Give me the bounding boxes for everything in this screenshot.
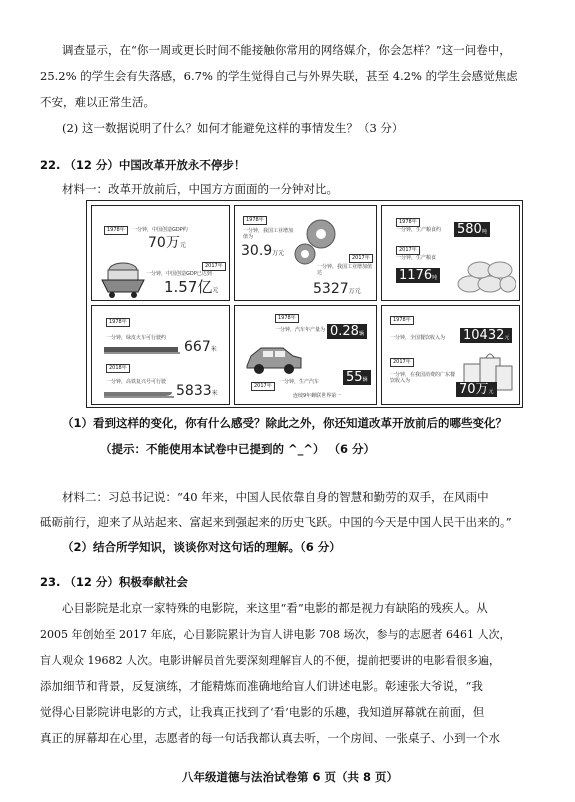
question-22-1: （1）看到这样的变化，你有什么感受？除此之外，你还知道改革开放前后的哪些变化？ [62,416,507,430]
retail-label-b: 一分钟，在我国消费的广东餐饮收入为 [390,372,456,384]
material-2-line1: 材料二：习总书记说：“40 年来，中国人民依靠自身的智慧和勤劳的双手，在风雨中 [62,490,489,504]
p23-line5: 觉得心目影院讲电影的方式，让我真正找到了‘看’电影的乐趣，我知道屏幕就在前面，但 [40,705,485,719]
p23-line6: 真正的屏幕却在心里，志愿者的每一句话我都认真去听，一个房间、一张桌子、小到一个水 [40,731,500,745]
car-icon [243,342,305,376]
car-year-a: 1978年 [275,314,299,323]
gdp-label-a: 一分钟，中国创造GDP约 [132,227,188,233]
grain-sacks-icon [456,256,516,294]
page-footer: 八年级道德与法治试卷第 6 页（共 8 页） [182,770,399,784]
gdp-year-a: 1978年 [104,226,128,235]
gdp-panel [91,205,230,301]
infographic-grid [86,200,523,408]
question-23-title: 23. （12 分）积极奉献社会 [40,575,188,589]
rail-year-b: 2018年 [106,364,130,373]
material-2-line2: 砥砺前行，迎来了从站起来、富起来到强起来的历史飞跃。中国的今天是中国人民干出来的。” [40,515,512,529]
gdp-value-b: 1.57亿元 [164,278,219,296]
industry-year-b: 2017年 [349,254,373,263]
grain-label-b: 一分钟，生产粮食 [396,255,437,261]
car-note: 连续9年蝉联世界第一 [293,393,342,399]
grain-year-b: 2017年 [396,246,420,255]
retail-label-a: 一分钟，全国餐饮收入为 [390,335,446,341]
car-value-a: 0.28辆 [327,324,367,339]
retail-value-b: 70万元 [456,382,497,397]
money-cart-icon [98,258,148,298]
p23-line1: 心目影院是北京一家特殊的电影院，来这里“看”电影的都是视力有缺陷的残疾人。从 [62,601,488,615]
industry-value-b: 5327万元 [313,281,361,297]
retail-year-b: 2017年 [390,358,414,367]
industry-label-a: 一分钟，我国工业增加值为 [243,228,294,240]
car-label-a: 一分钟，汽车年产量为 [275,327,326,333]
car-year-b: 2017年 [251,382,275,391]
rail-value-b: 5833米 [176,383,218,399]
car-value-b: 55辆 [343,370,371,385]
question-22-title: 22. （12 分）中国改革开放永不停步！ [40,158,246,172]
rail-label-a: 一分钟，绿皮火车可行驶约 [106,335,167,341]
industry-label-b: 一分钟，我国工业增加值达 [317,264,373,276]
rail-value-a: 667米 [184,339,217,355]
material-1: 材料一：改革开放前后，中国方方面面的一分钟对比。 [62,182,338,196]
grain-label-a: 一分钟，生产粮食约 [396,227,442,233]
industry-year-a: 1978年 [243,216,267,225]
gdp-value-a: 70万元 [148,235,186,251]
para1-line2: 25.2% 的学生会有失落感，6.7% 的学生觉得自己与外界失联，甚至 4.2% 的学生会感觉焦虑 [40,69,518,83]
grain-value-a: 580吨 [454,222,490,237]
industry-panel [234,205,377,301]
green-train-icon [104,346,180,354]
grain-panel [381,205,520,301]
question-22-1-hint: （提示：不能使用本试卷中已提到的 ^_^） （6 分） [100,442,376,456]
para1-line1: 调查显示，在“你一周或更长时间不能接触你常用的网络媒介，你会怎样？”这一问卷中， [62,43,511,57]
rail-label-b: 一分钟，高铁复兴号可行驶 [106,379,167,385]
gdp-year-b: 2017年 [202,262,226,271]
high-speed-train-icon [104,390,174,398]
rail-panel [91,305,230,405]
retail-value-a: 10432元 [460,328,512,343]
grain-value-b: 1176吨 [396,268,440,283]
question-22-2: （2）结合所学知识，谈谈你对这句话的理解。（6 分） [62,540,341,554]
question-2: (2) 这一数据说明了什么？如何才能避免这样的事情发生？（3 分） [62,121,404,135]
retail-panel [381,305,520,405]
gdp-label-b: 一分钟，中国创造GDP已达到 [146,271,212,277]
rail-year-a: 1978年 [106,318,130,327]
p23-line3: 盲人观众 19682 人次。电影讲解员首先要深刻理解盲人的不便，提前把要讲的电影看很多遍， [40,654,500,667]
grain-year-a: 1978年 [396,218,420,227]
retail-year-a: 1978年 [390,316,414,325]
car-panel [234,305,377,405]
car-label-b: 一分钟，生产汽车 [279,379,320,385]
gear-icon [287,212,347,268]
industry-value-a: 30.9万元 [241,243,285,259]
p23-line2: 2005 年创始至 2017 年底，心目影院累计为盲人讲电影 708 场次，参与的志愿者 6461 人次， [40,628,511,641]
para1-line3: 不安，难以正常生活。 [40,95,155,109]
p23-line4: 添加细节和背景，反复演练，才能精炼而准确地给盲人们讲述电影。彰速张大爷说，“我 [40,679,483,693]
